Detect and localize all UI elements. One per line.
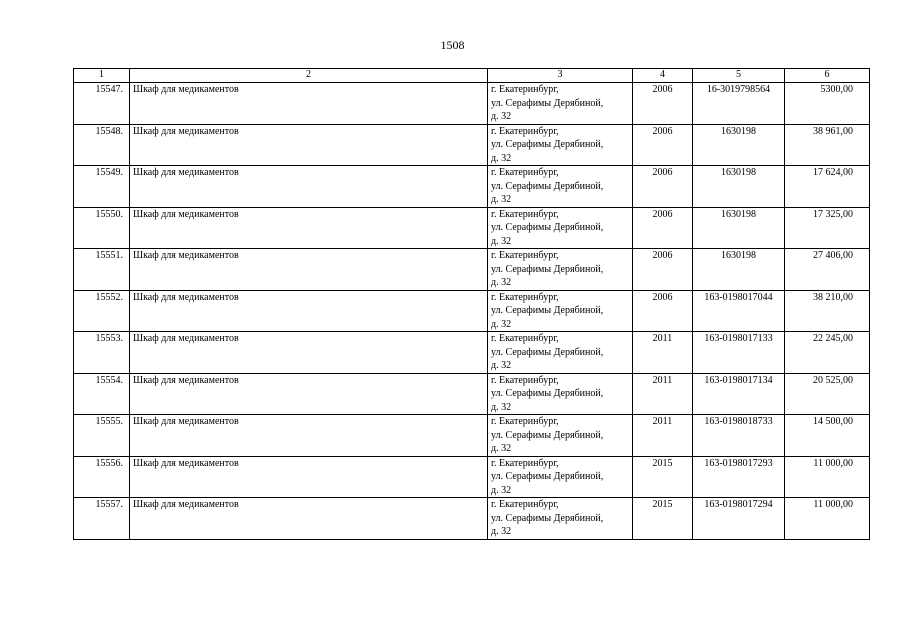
table-row: [74, 456, 870, 498]
address-line: д. 32: [491, 443, 512, 454]
item-name: Шкаф для медикаментов: [130, 498, 488, 540]
address-line: д. 32: [491, 152, 512, 164]
item-year: 2006: [633, 290, 693, 332]
item-cost: 11 000,00: [785, 456, 870, 498]
inventory-number: 163-0198017134: [693, 373, 785, 415]
address-line: д. 32: [491, 111, 512, 122]
column-header-1: 1: [74, 69, 130, 83]
item-year: 2006: [633, 166, 693, 208]
address-line: ул. Серафимы Дерябиной,: [491, 97, 604, 109]
item-cost: 38 961,00: [785, 124, 870, 166]
item-year: 2015: [633, 498, 693, 540]
column-header-3: 3: [488, 69, 633, 83]
address-line: г. Екатеринбург,: [491, 333, 559, 344]
table-row: [74, 332, 870, 374]
inventory-number: 1630198: [693, 166, 785, 208]
table-body: [74, 83, 870, 540]
item-year: 2011: [633, 332, 693, 374]
table-row: [74, 415, 870, 457]
item-year: 2006: [633, 207, 693, 249]
item-name: Шкаф для медикаментов: [130, 290, 488, 332]
item-address: [488, 498, 633, 540]
item-name: Шкаф для медикаментов: [130, 124, 488, 166]
inventory-number: 1630198: [693, 124, 785, 166]
page-number: 1508: [440, 38, 465, 52]
row-number: 15553.: [74, 332, 130, 374]
item-address: [488, 373, 633, 415]
address-line: ул. Серафимы Дерябиной,: [491, 263, 604, 275]
address-line: г. Екатеринбург,: [491, 416, 559, 427]
item-cost: 27 406,00: [785, 249, 870, 291]
item-address: [488, 207, 633, 249]
address-line: д. 32: [491, 360, 512, 371]
row-number: 15555.: [74, 415, 130, 457]
inventory-number: 1630198: [693, 249, 785, 291]
address-line: г. Екатеринбург,: [491, 208, 559, 220]
address-line: ул. Серафимы Дерябиной,: [491, 222, 604, 233]
table-row: [74, 166, 870, 208]
address-line: г. Екатеринбург,: [491, 499, 559, 510]
item-address: [488, 249, 633, 291]
inventory-number: 163-0198017044: [693, 290, 785, 332]
inventory-number: 1630198: [693, 207, 785, 249]
table-row: [74, 290, 870, 332]
item-name: Шкаф для медикаментов: [130, 373, 488, 415]
address-line: д. 32: [491, 194, 512, 205]
item-year: 2011: [633, 415, 693, 457]
table-row: [74, 249, 870, 291]
item-name: Шкаф для медикаментов: [130, 332, 488, 374]
item-name: Шкаф для медикаментов: [130, 207, 488, 249]
row-number: 15556.: [74, 456, 130, 498]
address-line: г. Екатеринбург,: [491, 291, 559, 303]
address-line: ул. Серафимы Дерябиной,: [491, 471, 604, 482]
item-name: Шкаф для медикаментов: [130, 166, 488, 208]
address-line: ул. Серафимы Дерябиной,: [491, 388, 604, 399]
table-row: [74, 83, 870, 125]
row-number: 15552.: [74, 290, 130, 332]
table-row: [74, 207, 870, 249]
item-year: 2006: [633, 249, 693, 291]
item-name: Шкаф для медикаментов: [130, 456, 488, 498]
address-line: г. Екатеринбург,: [491, 125, 559, 137]
address-line: ул. Серафимы Дерябиной,: [491, 429, 604, 441]
item-address: [488, 124, 633, 166]
address-line: д. 32: [491, 318, 512, 330]
item-cost: 17 325,00: [785, 207, 870, 249]
item-cost: 17 624,00: [785, 166, 870, 208]
inventory-number: 163-0198017133: [693, 332, 785, 374]
item-year: 2006: [633, 83, 693, 125]
item-address: [488, 290, 633, 332]
address-line: г. Екатеринбург,: [491, 84, 559, 95]
address-line: г. Екатеринбург,: [491, 167, 559, 178]
item-cost: 11 000,00: [785, 498, 870, 540]
address-line: ул. Серафимы Дерябиной,: [491, 139, 604, 150]
row-number: 15548.: [74, 124, 130, 166]
item-year: 2006: [633, 124, 693, 166]
address-line: ул. Серафимы Дерябиной,: [491, 305, 604, 316]
address-line: д. 32: [491, 526, 512, 537]
address-line: г. Екатеринбург,: [491, 374, 559, 386]
table-row: [74, 373, 870, 415]
item-name: Шкаф для медикаментов: [130, 249, 488, 291]
item-address: [488, 415, 633, 457]
table-row: [74, 124, 870, 166]
address-line: ул. Серафимы Дерябиной,: [491, 180, 604, 192]
header-row: [74, 69, 870, 83]
row-number: 15549.: [74, 166, 130, 208]
column-header-5: 5: [693, 69, 785, 83]
item-cost: 5300,00: [785, 83, 870, 125]
registry-table: [73, 68, 870, 540]
row-number: 15551.: [74, 249, 130, 291]
table-row: [74, 498, 870, 540]
address-line: д. 32: [491, 277, 512, 288]
item-cost: 38 210,00: [785, 290, 870, 332]
address-line: г. Екатеринбург,: [491, 457, 559, 469]
row-number: 15550.: [74, 207, 130, 249]
address-line: д. 32: [491, 235, 512, 247]
item-cost: 22 245,00: [785, 332, 870, 374]
item-year: 2011: [633, 373, 693, 415]
row-number: 15547.: [74, 83, 130, 125]
item-address: [488, 456, 633, 498]
item-cost: 20 525,00: [785, 373, 870, 415]
item-name: Шкаф для медикаментов: [130, 415, 488, 457]
column-header-2: 2: [130, 69, 488, 83]
item-name: Шкаф для медикаментов: [130, 83, 488, 125]
item-address: [488, 83, 633, 125]
column-header-6: 6: [785, 69, 870, 83]
inventory-number: 163-0198017294: [693, 498, 785, 540]
inventory-number: 163-0198018733: [693, 415, 785, 457]
column-header-4: 4: [633, 69, 693, 83]
address-line: д. 32: [491, 401, 512, 413]
inventory-number: 163-0198017293: [693, 456, 785, 498]
row-number: 15557.: [74, 498, 130, 540]
item-address: [488, 332, 633, 374]
table-header: [74, 69, 870, 83]
item-cost: 14 500,00: [785, 415, 870, 457]
row-number: 15554.: [74, 373, 130, 415]
address-line: ул. Серафимы Дерябиной,: [491, 346, 604, 358]
address-line: г. Екатеринбург,: [491, 250, 559, 261]
item-year: 2015: [633, 456, 693, 498]
address-line: ул. Серафимы Дерябиной,: [491, 512, 604, 524]
item-address: [488, 166, 633, 208]
inventory-number: 16-3019798564: [693, 83, 785, 125]
address-line: д. 32: [491, 484, 512, 496]
